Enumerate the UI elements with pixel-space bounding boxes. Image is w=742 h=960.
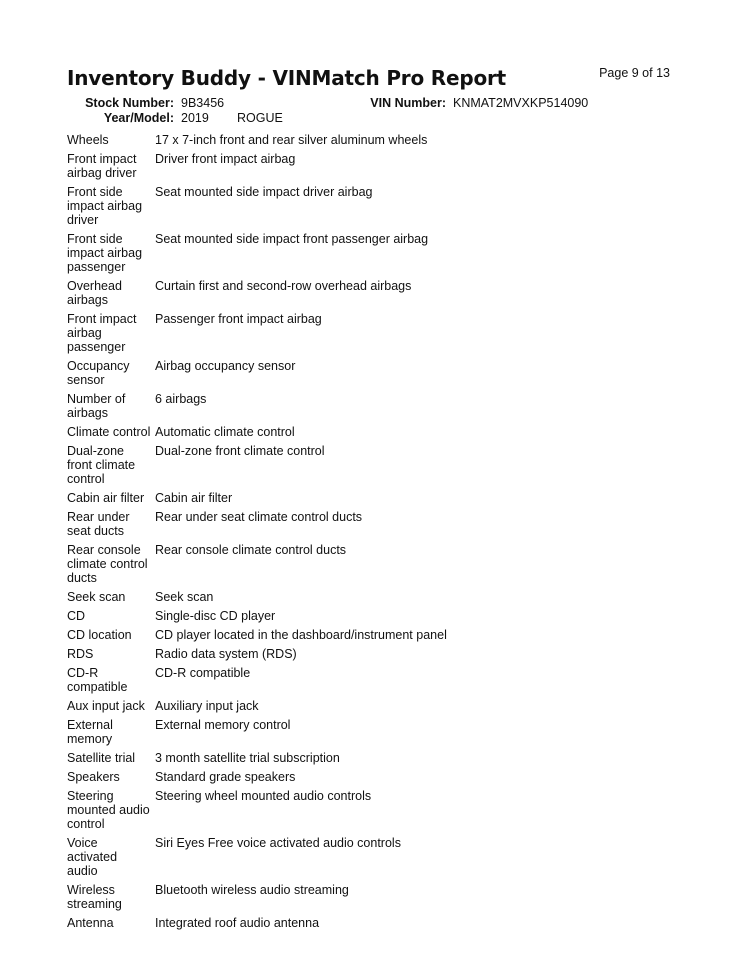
spec-value: Automatic climate control	[155, 425, 295, 439]
spec-label: Number of airbags	[67, 392, 126, 420]
spec-label: Occupancy sensor	[67, 359, 130, 387]
spec-value: CD-R compatible	[155, 666, 251, 680]
spec-row	[65, 768, 665, 787]
spec-value: Cabin air filter	[155, 491, 233, 505]
spec-row	[65, 423, 665, 442]
spec-value: Integrated roof audio antenna	[155, 916, 320, 930]
spec-value: Standard grade speakers	[155, 770, 296, 784]
spec-row	[65, 277, 665, 310]
spec-label: Dual-zone front climate control	[67, 444, 136, 486]
spec-row	[65, 150, 665, 183]
spec-value: 17 x 7-inch front and rear silver aluminum wheels	[155, 133, 428, 147]
spec-value: Driver front impact airbag	[155, 152, 296, 166]
spec-value: Curtain first and second-row overhead airbags	[155, 279, 412, 293]
spec-value: Seat mounted side impact driver airbag	[155, 185, 373, 199]
vin-number-value: KNMAT2MVXKP514090	[453, 96, 589, 110]
spec-row	[65, 834, 665, 881]
spec-value: 6 airbags	[155, 392, 207, 406]
spec-label: Overhead airbags	[67, 279, 122, 307]
year-model-label: Year/Model:	[103, 111, 174, 125]
spec-value: Auxiliary input jack	[155, 699, 259, 713]
spec-label: RDS	[67, 647, 94, 661]
year-value: 2019	[181, 111, 209, 125]
spec-value: Airbag occupancy sensor	[155, 359, 296, 373]
spec-row	[65, 716, 665, 749]
spec-row	[65, 310, 665, 357]
spec-label: External memory	[67, 718, 113, 746]
spec-row	[65, 626, 665, 645]
spec-label: CD	[67, 609, 86, 623]
spec-row	[65, 541, 665, 588]
spec-value: Rear console climate control ducts	[155, 543, 347, 557]
spec-row	[65, 442, 665, 489]
spec-row	[65, 508, 665, 541]
spec-row	[65, 607, 665, 626]
spec-label: Rear under seat ducts	[67, 510, 130, 538]
spec-row	[65, 914, 665, 933]
spec-label: CD-R compatible	[67, 666, 128, 694]
spec-row	[65, 787, 665, 834]
spec-value: Seek scan	[155, 590, 214, 604]
spec-label: Aux input jack	[67, 699, 145, 713]
spec-value: Seat mounted side impact front passenger airbag	[155, 232, 429, 246]
spec-table	[65, 131, 665, 933]
spec-value: Radio data system (RDS)	[155, 647, 297, 661]
spec-row	[65, 588, 665, 607]
spec-row	[65, 357, 665, 390]
spec-value: Bluetooth wireless audio streaming	[155, 883, 349, 897]
spec-row	[65, 131, 665, 150]
spec-label: Front side impact airbag driver	[67, 185, 143, 227]
spec-label: Rear console climate control ducts	[67, 543, 148, 585]
spec-label: Speakers	[67, 770, 120, 784]
vin-number-label: VIN Number:	[370, 96, 446, 110]
spec-row	[65, 749, 665, 768]
report-title: Inventory Buddy - VINMatch Pro Report	[67, 66, 507, 90]
spec-row	[65, 183, 665, 230]
stock-number-value: 9B3456	[181, 96, 225, 110]
spec-row	[65, 230, 665, 277]
spec-label: Seek scan	[67, 590, 126, 604]
spec-label: CD location	[67, 628, 132, 642]
spec-value: Dual-zone front climate control	[155, 444, 325, 458]
spec-row	[65, 645, 665, 664]
spec-value: Rear under seat climate control ducts	[155, 510, 363, 524]
spec-label: Front impact airbag driver	[67, 152, 137, 180]
model-value: ROGUE	[237, 111, 283, 125]
spec-value: External memory control	[155, 718, 291, 732]
spec-label: Wheels	[67, 133, 109, 147]
spec-label: Satellite trial	[67, 751, 136, 765]
spec-row	[65, 489, 665, 508]
spec-row	[65, 881, 665, 914]
spec-value: Passenger front impact airbag	[155, 312, 322, 326]
stock-number-label: Stock Number:	[85, 96, 174, 110]
spec-value: Single-disc CD player	[155, 609, 276, 623]
spec-value: 3 month satellite trial subscription	[155, 751, 340, 765]
spec-row	[65, 390, 665, 423]
page-number: Page 9 of 13	[599, 66, 670, 80]
spec-label: Antenna	[67, 916, 114, 930]
spec-label: Steering mounted audio control	[67, 789, 150, 831]
spec-value: Siri Eyes Free voice activated audio controls	[155, 836, 401, 850]
spec-label: Voice activated audio	[67, 836, 118, 878]
spec-row	[65, 697, 665, 716]
spec-label: Front impact airbag passenger	[67, 312, 137, 354]
spec-label: Front side impact airbag passenger	[67, 232, 143, 274]
spec-label: Wireless streaming	[67, 883, 122, 911]
spec-value: CD player located in the dashboard/instrument panel	[155, 628, 447, 642]
spec-label: Cabin air filter	[67, 491, 145, 505]
spec-value: Steering wheel mounted audio controls	[155, 789, 372, 803]
spec-label: Climate control	[67, 425, 151, 439]
spec-row	[65, 664, 665, 697]
